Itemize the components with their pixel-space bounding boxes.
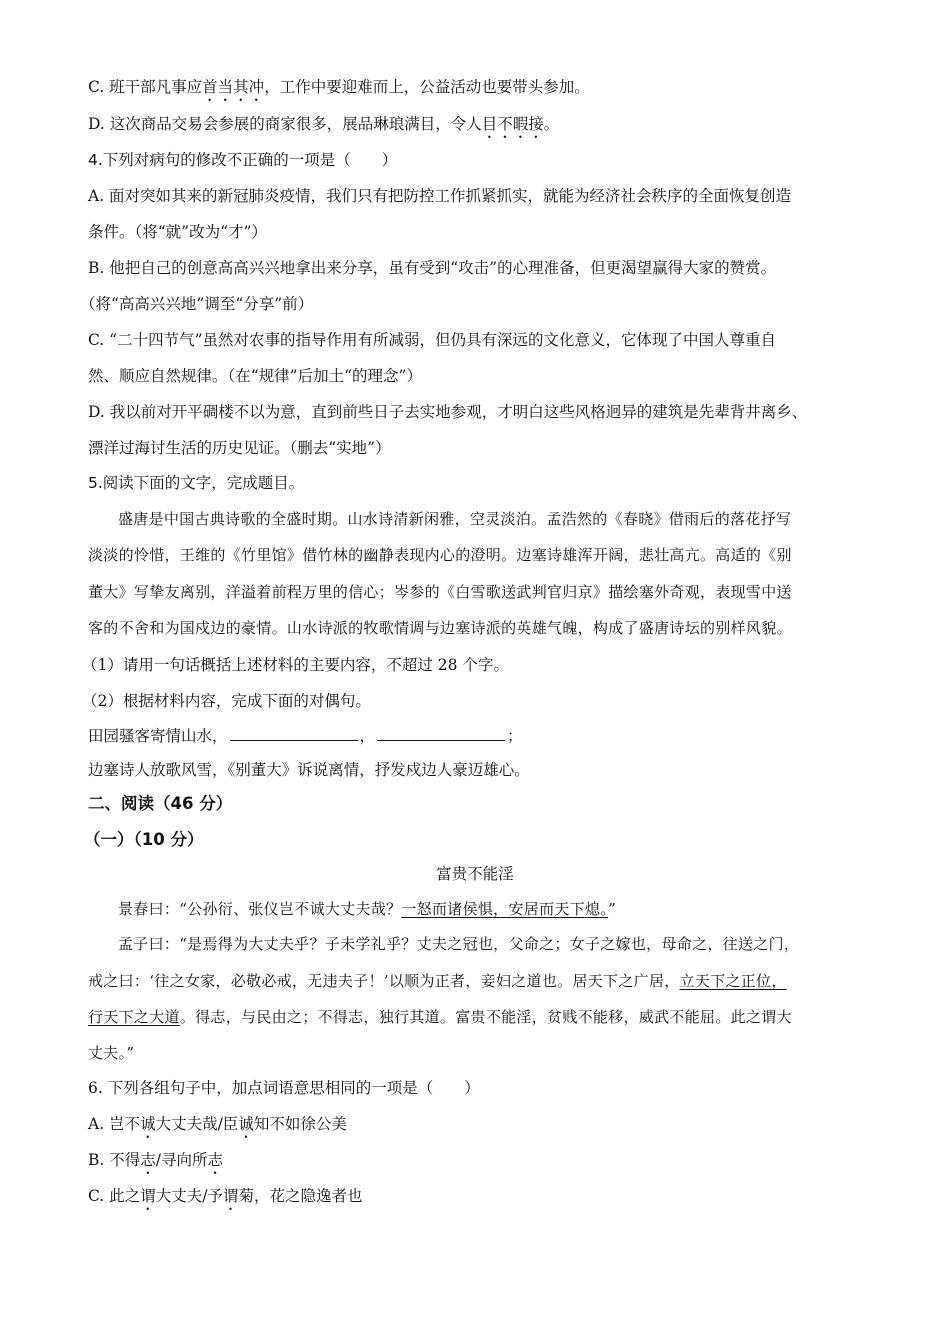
q6-c-dotted-1: 谓	[140, 1187, 156, 1205]
q5-subquestion-1: （1）请用一句话概括上述材料的主要内容，不超过 28 个字。	[82, 656, 509, 674]
q4-number: 4	[88, 151, 98, 169]
passage-line2: 孟子曰：“是焉得为大丈夫乎？子未学礼乎？丈夫之冠也，父命之；女子之嫁也，母命之，往送之门，	[118, 935, 800, 953]
q5-passage-line3: 董大》写挚友离别，洋溢着前程万里的信心；岑参的《白雪歌送武判官归京》描绘塞外奇观，表现雪中送	[88, 583, 792, 601]
q6-option-a	[88, 1114, 347, 1142]
q5-subquestion-2: （2）根据材料内容，完成下面的对偶句。	[82, 692, 371, 710]
q5-stem	[88, 473, 304, 493]
section2-subtitle: （一）（10 分）	[84, 830, 204, 849]
passage-title: 富贵不能淫	[436, 865, 514, 883]
q4-option-c-line2: 然、顺应自然规律。（在“规律”后加土“的理念”）	[88, 367, 422, 385]
q4-stem-text: .下列对病句的修改不正确的一项是（ ）	[97, 151, 398, 169]
q3-d-dotted-word: 目不暇接	[481, 115, 544, 133]
q5-couplet-comma: ，	[359, 727, 376, 745]
passage-line4-underlined: 行天下之大道	[88, 1008, 180, 1026]
passage-line3-underlined: 立天下之正位，	[679, 972, 787, 990]
q6-b-dotted-1: 志	[140, 1151, 156, 1169]
q6-b-text: B. 不得	[88, 1151, 141, 1169]
q5-passage-line2: 淡淡的怜惜，王维的《竹里馆》借竹林的幽静表现内心的澄明。边塞诗雄浑开阔，悲壮高亢。高适的《别	[88, 546, 792, 564]
q5-stem-text: .阅读下面的文字，完成题目。	[97, 474, 305, 492]
q6-a-text: A. 岂不	[88, 1115, 141, 1133]
passage-line1-end: ”	[608, 900, 617, 918]
q3-d-text-end: 。	[543, 115, 560, 133]
q4-option-b-line2: （将“高高兴兴地”调至“分享”前）	[80, 295, 314, 313]
q6-c-text: C. 此之	[88, 1187, 141, 1205]
q5-number: 5	[88, 474, 98, 492]
q4-option-c-line1: C. “二十四节气”虽然对农事的指导作用有所减弱，但仍具有深远的文化意义，它体现了中国人尊重自	[88, 331, 777, 349]
q3-option-d	[88, 114, 559, 142]
q6-b-dotted-2: 志	[207, 1151, 224, 1169]
q6-b-text-mid: /寻向所	[155, 1151, 208, 1169]
q3-c-text: C. 班干部凡事应	[88, 78, 203, 96]
q6-option-b	[88, 1150, 223, 1178]
passage-line4-text: 。得志，与民由之；不得志，独行其道。富贵不能淫，贫贱不能移，威武不能屈。此之谓大	[179, 1008, 792, 1026]
q6-a-text-end: 知不如徐公美	[253, 1115, 347, 1133]
q6-a-text-mid: 大丈夫哉/臣	[155, 1115, 239, 1133]
q3-d-text: D. 这次商品交易会参展的商家很多，展品琳琅满目，令人	[88, 115, 482, 133]
q4-stem	[88, 150, 397, 170]
q6-c-text-end: 菊，花之隐逸者也	[238, 1187, 363, 1205]
section2-title: 二、阅读（46 分）	[88, 794, 233, 813]
answer-blank-1[interactable]	[230, 726, 358, 741]
q6-stem: 6. 下列各组句子中，加点词语意思相同的一项是（ ）	[88, 1079, 480, 1097]
q3-c-dotted-word: 首当其冲	[202, 78, 265, 96]
q5-couplet-line1-text: 田园骚客寄情山水，	[88, 727, 228, 745]
q5-passage-line1: 盛唐是中国古典诗歌的全盛时期。山水诗清新闲雅，空灵淡泊。孟浩然的《春晓》借雨后的落花抒写	[118, 510, 792, 528]
q5-passage-line4: 客的不舍和为国戍边的豪情。山水诗派的牧歌情调与边塞诗派的英雄气魄，构成了盛唐诗坛的别样风貌。	[88, 619, 792, 637]
q4-option-d-line1: D. 我以前对开平碉楼不以为意，直到前些日子去实地参观，才明白这些风格迥异的建筑是先辈背井离乡、	[88, 403, 808, 421]
q5-couplet-line1	[88, 726, 523, 746]
passage-line4	[88, 1007, 792, 1027]
passage-line3	[88, 971, 787, 991]
q4-option-d-line2: 漂洋过海讨生活的历史见证。（删去“实地”）	[88, 439, 391, 457]
passage-line3-text: 戒之曰：‘往之女家，必敬必戒，无违夫子！’以顺为正者，妾妇之道也。居天下之广居，	[88, 972, 680, 990]
q6-c-text-mid: 大丈夫/予	[155, 1187, 223, 1205]
answer-blank-2[interactable]	[377, 726, 505, 741]
passage-line1-text: 景春曰：“公孙衍、张仪岂不诚大丈夫哉？	[118, 900, 402, 918]
q6-c-dotted-2: 谓	[222, 1187, 239, 1205]
q4-option-b-line1: B. 他把自己的创意高高兴兴地拿出来分享，虽有受到“攻击”的心理准备，但更渴望赢得大家的赞赏。	[88, 259, 777, 277]
passage-line5: 丈夫。”	[88, 1044, 135, 1062]
q4-option-a-line2: 条件。（将“就”改为“才”）	[88, 223, 267, 241]
passage-line1-underlined: 一怒而诸侯惧，安居而天下熄。	[401, 900, 609, 918]
q5-couplet-semicolon: ；	[507, 727, 523, 745]
q6-a-dotted-2: 诚	[238, 1115, 254, 1133]
q5-couplet-line2: 边塞诗人放歌风雪，《别董大》诉说离情，抒发戍边人豪迈雄心。	[88, 761, 530, 779]
q3-option-c	[88, 77, 590, 105]
q4-option-a-line1: A. 面对突如其来的新冠肺炎疫情，我们只有把防控工作抓紧抓实，就能为经济社会秩序的全面恢复创造	[88, 187, 792, 205]
passage-line1	[118, 899, 616, 919]
q3-c-text-end: ，工作中要迎难而上，公益活动也要带头参加。	[264, 78, 590, 96]
q6-option-c	[88, 1186, 362, 1214]
q6-a-dotted-1: 诚	[140, 1115, 156, 1133]
